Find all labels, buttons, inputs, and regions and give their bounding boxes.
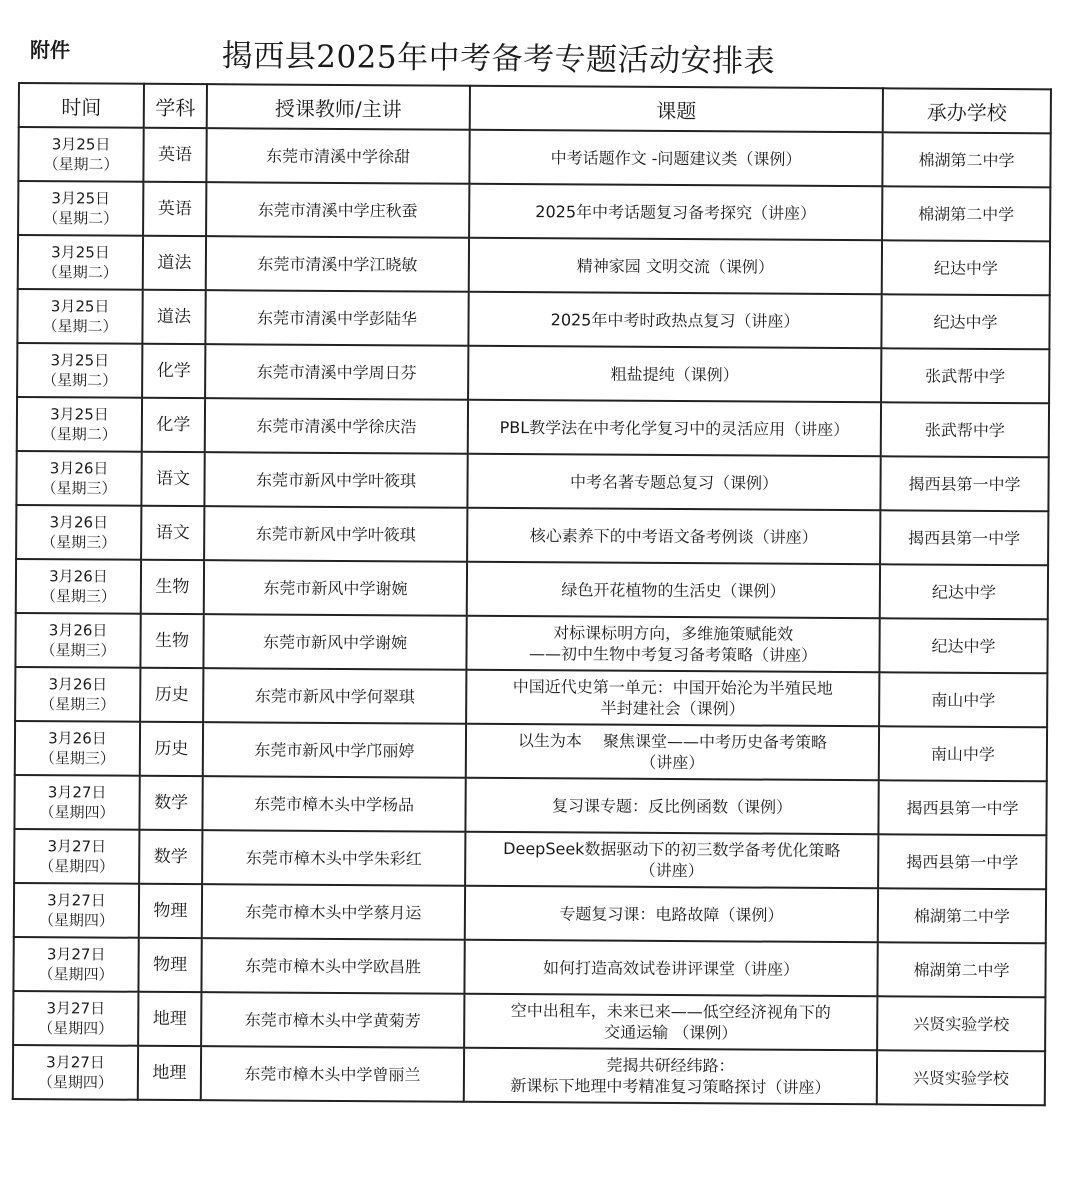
cell-school: 揭西县第一中学: [880, 456, 1048, 511]
cell-topic: [464, 940, 877, 997]
cell-subject: 语文: [141, 452, 204, 506]
cell-subject: 化学: [142, 398, 205, 452]
cell-topic-line: ——初中生物中考复习备考策略（讲座）: [528, 644, 818, 665]
table-row: [18, 181, 1050, 241]
cell-time: [13, 991, 138, 1046]
cell-topic: [468, 400, 881, 457]
cell-date: 3月26日: [49, 459, 109, 478]
cell-subject: 数学: [139, 830, 202, 884]
table-row: [14, 775, 1046, 835]
attachment-label: 附件: [30, 38, 70, 62]
column-header-school: 承办学校: [883, 88, 1051, 133]
cell-date: 3月25日: [50, 405, 109, 424]
cell-school: 纪达中学: [882, 240, 1050, 295]
cell-topic: [465, 832, 878, 889]
table-row: [18, 235, 1050, 295]
table-row: [15, 721, 1047, 781]
cell-time: [14, 829, 139, 884]
cell-subject: 生物: [141, 560, 204, 614]
cell-topic-line: 莞揭共研经纬路：: [606, 1055, 735, 1076]
cell-topic-line: 对标课标明方向，多维施策赋能效: [553, 623, 794, 644]
cell-weekday: （星期四）: [39, 857, 115, 876]
cell-weekday: （星期三）: [41, 533, 117, 552]
cell-topic-line: （讲座）: [639, 860, 704, 881]
cell-topic-line: 精神家园 文明交流（课例）: [576, 255, 774, 277]
cell-date: 3月25日: [51, 243, 110, 262]
cell-teacher: 东莞市新风中学叶筱琪: [204, 452, 467, 508]
cell-subject: 生物: [140, 614, 203, 668]
cell-school: 揭西县第一中学: [878, 780, 1046, 835]
cell-subject: 物理: [139, 884, 202, 938]
cell-teacher: 东莞市清溪中学徐庆浩: [205, 398, 468, 454]
table-row: [15, 613, 1047, 673]
table-row: [13, 937, 1045, 997]
cell-topic: [469, 130, 882, 187]
cell-school: 棉湖第二中学: [882, 186, 1050, 241]
schedule-sheet: [12, 82, 1050, 1106]
cell-time: [17, 289, 142, 344]
cell-school: 棉湖第二中学: [882, 132, 1050, 187]
cell-school: 棉湖第二中学: [878, 888, 1046, 943]
cell-subject: 历史: [140, 668, 203, 722]
cell-time: [15, 667, 140, 722]
cell-time: [15, 613, 140, 668]
cell-teacher: 东莞市新风中学邝丽婷: [203, 722, 466, 778]
cell-school: 张武帮中学: [881, 402, 1049, 457]
cell-weekday: （星期三）: [39, 749, 115, 768]
cell-teacher: 东莞市新风中学叶筱琪: [204, 506, 467, 562]
cell-subject: 化学: [142, 344, 205, 398]
table-row: [15, 667, 1047, 727]
cell-weekday: （星期四）: [38, 965, 114, 984]
cell-weekday: （星期三）: [40, 587, 116, 606]
cell-topic: [465, 778, 878, 835]
cell-time: [13, 937, 138, 992]
cell-date: 3月27日: [46, 1053, 105, 1072]
cell-teacher: 东莞市新风中学何翠琪: [203, 668, 466, 724]
cell-date: 3月26日: [48, 675, 108, 694]
cell-subject: 数学: [139, 776, 202, 830]
cell-subject: 英语: [143, 182, 206, 236]
cell-school: 南山中学: [879, 726, 1047, 781]
cell-topic: [466, 670, 879, 727]
table-row: [17, 289, 1049, 349]
cell-weekday: （星期二）: [41, 425, 117, 444]
cell-subject: 物理: [138, 938, 201, 992]
cell-topic-line: （讲座）: [640, 752, 705, 773]
column-header-topic: 课题: [470, 86, 883, 133]
cell-teacher: 东莞市樟木头中学杨品: [202, 776, 465, 832]
cell-time: [18, 181, 143, 236]
cell-time: [14, 775, 139, 830]
cell-date: 3月26日: [49, 513, 109, 532]
cell-topic: [468, 292, 881, 349]
cell-weekday: （星期四）: [38, 1019, 114, 1038]
cell-weekday: （星期四）: [39, 803, 115, 822]
cell-topic-line: 中国近代史第一单元：中国开始沦为半殖民地: [512, 677, 833, 698]
table-row: [17, 343, 1049, 403]
cell-school: 棉湖第二中学: [877, 942, 1045, 997]
cell-date: 3月25日: [50, 297, 110, 316]
cell-subject: 历史: [140, 722, 203, 776]
cell-teacher: 东莞市清溪中学彭陆华: [205, 290, 468, 346]
cell-topic-line: 如何打造高效试卷讲评课堂（讲座）: [543, 957, 800, 979]
cell-topic: [467, 454, 880, 511]
cell-time: [16, 451, 141, 506]
cell-topic-line: 交通运输 （课例）: [604, 1022, 738, 1043]
cell-date: 3月26日: [48, 621, 108, 640]
cell-school: 兴贤实验学校: [877, 996, 1045, 1051]
table-header-row: [19, 83, 1051, 133]
cell-teacher: 东莞市樟木头中学曾丽兰: [201, 1046, 464, 1102]
cell-weekday: （星期二）: [42, 317, 118, 336]
table-row: [16, 505, 1048, 565]
table-row: [14, 883, 1046, 943]
table-row: [14, 829, 1046, 889]
cell-time: [18, 127, 143, 182]
cell-teacher: 东莞市樟木头中学蔡月运: [202, 884, 465, 940]
cell-weekday: （星期二）: [42, 371, 118, 390]
column-header-teacher: 授课教师/主讲: [207, 84, 470, 130]
column-header-time: 时间: [19, 83, 144, 128]
cell-weekday: （星期三）: [40, 695, 116, 714]
cell-topic-line: 2025年中考时政热点复习（讲座）: [550, 309, 800, 331]
cell-time: [16, 505, 141, 560]
cell-teacher: 东莞市樟木头中学黄菊芳: [201, 992, 464, 1048]
schedule-table: [12, 82, 1052, 1106]
cell-topic: [464, 1048, 877, 1105]
cell-school: 揭西县第一中学: [878, 834, 1046, 889]
cell-subject: 语文: [141, 506, 204, 560]
cell-time: [14, 883, 139, 938]
cell-school: 纪达中学: [880, 564, 1048, 619]
cell-topic-line: DeepSeek数据驱动下的初三数学备考优化策略: [503, 838, 841, 861]
cell-topic: [466, 616, 879, 673]
cell-school: 张武帮中学: [881, 348, 1049, 403]
cell-time: [15, 721, 140, 776]
cell-topic-line: 新课标下地理中考精准复习策略探讨（讲座）: [510, 1076, 831, 1097]
cell-teacher: 东莞市清溪中学江晓敏: [206, 236, 469, 292]
cell-topic-line: PBL教学法在中考化学复习中的灵活应用（讲座）: [499, 417, 850, 439]
cell-school: 纪达中学: [881, 294, 1049, 349]
cell-subject: 道法: [142, 290, 205, 344]
cell-teacher: 东莞市清溪中学徐甜: [206, 128, 469, 184]
cell-time: [17, 343, 142, 398]
cell-school: 兴贤实验学校: [877, 1050, 1045, 1105]
table-row: [16, 559, 1048, 619]
cell-weekday: （星期四）: [37, 1073, 113, 1092]
table-row: [17, 397, 1049, 457]
cell-subject: 地理: [138, 1046, 201, 1100]
cell-weekday: （星期二）: [42, 263, 118, 282]
cell-date: 3月27日: [47, 837, 107, 856]
table-row: [18, 127, 1050, 187]
cell-subject: 道法: [143, 236, 206, 290]
cell-date: 3月27日: [47, 891, 106, 910]
table-row: [13, 1045, 1045, 1105]
cell-topic-line: 半封建社会（课例）: [600, 698, 745, 719]
cell-topic: [467, 508, 880, 565]
cell-weekday: （星期三）: [41, 479, 117, 498]
cell-weekday: （星期三）: [40, 641, 116, 660]
column-header-subject: 学科: [144, 84, 207, 128]
cell-time: [16, 559, 141, 614]
cell-teacher: 东莞市清溪中学庄秋蚕: [206, 182, 469, 238]
cell-topic-line: 绿色开花植物的生活史（课例）: [561, 579, 786, 601]
cell-topic: [464, 994, 877, 1051]
cell-weekday: （星期二）: [43, 155, 119, 174]
cell-school: 纪达中学: [879, 618, 1047, 673]
cell-date: 3月25日: [51, 135, 111, 154]
cell-time: [17, 397, 142, 452]
cell-date: 3月25日: [50, 351, 110, 370]
cell-topic: [469, 238, 882, 295]
cell-topic-line: 专题复习课：电路故障（课例）: [559, 903, 784, 925]
cell-time: [18, 235, 143, 290]
cell-school: 南山中学: [879, 672, 1047, 727]
table-row: [13, 991, 1045, 1051]
cell-weekday: （星期二）: [43, 209, 119, 228]
cell-date: 3月26日: [49, 567, 108, 586]
cell-topic-line: 空中出租车，未来已来——低空经济视角下的: [510, 1001, 831, 1022]
cell-topic-line: 复习课专题：反比例函数（课例）: [552, 795, 793, 817]
cell-date: 3月26日: [48, 729, 107, 748]
cell-topic-line: 中考名著专题总复习（课例）: [569, 471, 779, 493]
cell-date: 3月27日: [46, 999, 106, 1018]
cell-weekday: （星期四）: [38, 911, 114, 930]
cell-topic: [468, 346, 881, 403]
cell-date: 3月25日: [51, 189, 111, 208]
cell-teacher: 东莞市新风中学谢婉: [204, 560, 467, 616]
document-title: 揭西县2025年中考备考专题活动安排表: [221, 37, 776, 80]
cell-subject: 英语: [143, 128, 206, 182]
cell-time: [13, 1045, 138, 1100]
cell-subject: 地理: [138, 992, 201, 1046]
cell-topic: [469, 184, 882, 241]
cell-topic-line: 粗盐提纯（课例）: [610, 364, 739, 384]
table-body: [13, 127, 1051, 1105]
cell-teacher: 东莞市樟木头中学朱彩红: [202, 830, 465, 886]
cell-topic-line: 中考话题作文 -问题建议类（课例）: [550, 147, 802, 169]
cell-topic: [465, 886, 878, 943]
cell-school: 揭西县第一中学: [880, 510, 1048, 565]
cell-topic-line: 2025年中考话题复习备考探究（讲座）: [535, 201, 817, 223]
cell-teacher: 东莞市新风中学谢婉: [203, 614, 466, 670]
cell-topic: [466, 724, 879, 781]
cell-date: 3月27日: [46, 945, 106, 964]
cell-teacher: 东莞市樟木头中学欧昌胜: [201, 938, 464, 994]
cell-topic-line: 以生为本 聚焦课堂——中考历史备考策略: [517, 731, 828, 752]
cell-date: 3月27日: [47, 783, 107, 802]
cell-topic: [467, 562, 880, 619]
table-row: [16, 451, 1048, 511]
cell-topic-line: 核心素养下的中考语文备考例谈（讲座）: [529, 525, 818, 547]
cell-teacher: 东莞市清溪中学周日芬: [205, 344, 468, 400]
